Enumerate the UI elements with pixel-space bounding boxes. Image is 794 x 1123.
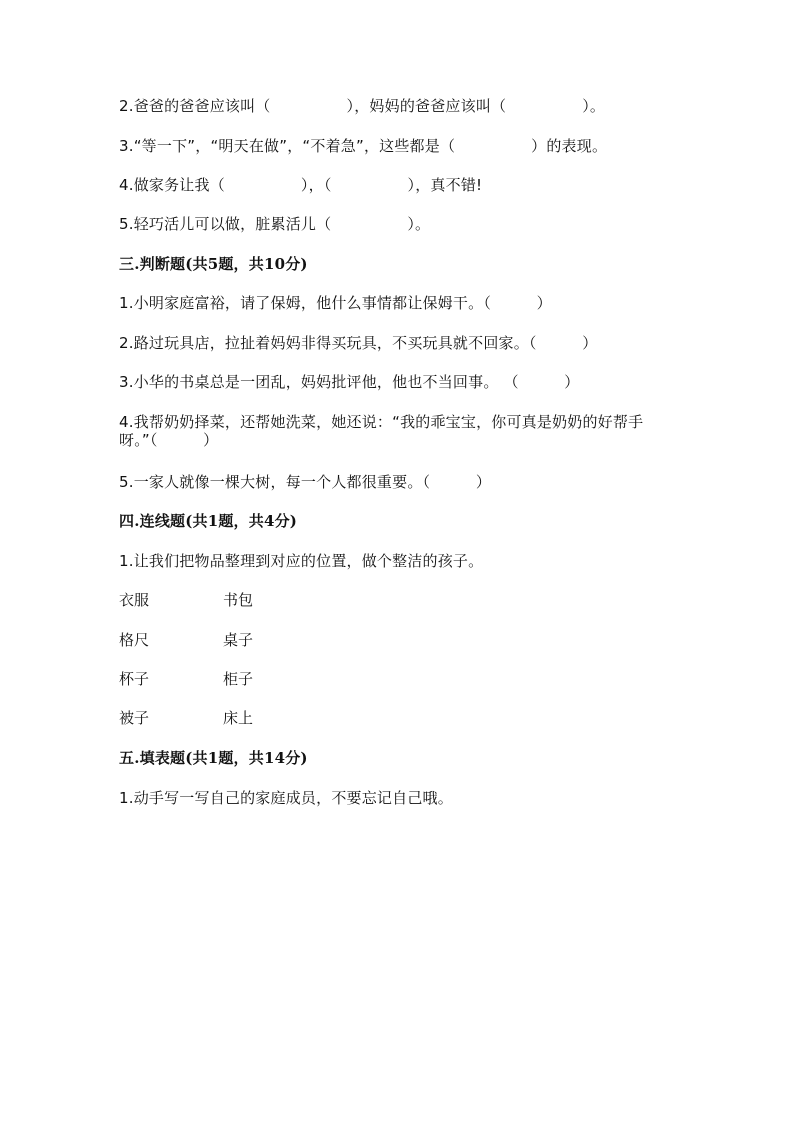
table-question-1: 1.动手写一写自己的家庭成员，不要忘记自己哦。 — [119, 789, 453, 807]
match-right-item: 桌子 — [223, 631, 254, 649]
section-4-heading: 四.连线题(共1题，共4分) — [119, 512, 298, 530]
judge-question-3: 3.小华的书桌总是一团乱，妈妈批评他，他也不当回事。 （ ） — [119, 373, 580, 391]
section-3-heading: 三.判断题(共5题，共10分) — [119, 255, 308, 273]
fill-question-5: 5.轻巧活儿可以做，脏累活儿（ ）。 — [119, 215, 431, 233]
match-question-1: 1.让我们把物品整理到对应的位置，做个整洁的孩子。 — [119, 552, 484, 570]
match-right-item: 床上 — [223, 709, 254, 727]
match-right-item: 书包 — [223, 591, 254, 609]
match-right-item: 柜子 — [223, 670, 254, 688]
match-left-item: 杯子 — [119, 670, 150, 688]
judge-question-4: 4.我帮奶奶择菜，还帮她洗菜，她还说：“我的乖宝宝，你可真是奶奶的好帮手呀。”（ ） — [119, 413, 644, 449]
fill-question-2: 2.爸爸的爸爸应该叫（ ），妈妈的爸爸应该叫（ ）。 — [119, 97, 606, 115]
match-left-item: 衣服 — [119, 591, 150, 609]
fill-question-4: 4.做家务让我（ ），（ ），真不错! — [119, 176, 483, 194]
match-left-item: 格尺 — [119, 631, 150, 649]
section-5-heading: 五.填表题(共1题，共14分) — [119, 749, 308, 767]
judge-question-5: 5.一家人就像一棵大树，每一个人都很重要。（ ） — [119, 473, 492, 491]
match-left-item: 被子 — [119, 709, 150, 727]
judge-question-1: 1.小明家庭富裕，请了保姆，他什么事情都让保姆干。（ ） — [119, 294, 552, 312]
judge-question-2: 2.路过玩具店，拉扯着妈妈非得买玩具，不买玩具就不回家。（ ） — [119, 334, 598, 352]
fill-question-3: 3.“等一下”，“明天在做”，“不着急”，这些都是（ ）的表现。 — [119, 137, 608, 155]
